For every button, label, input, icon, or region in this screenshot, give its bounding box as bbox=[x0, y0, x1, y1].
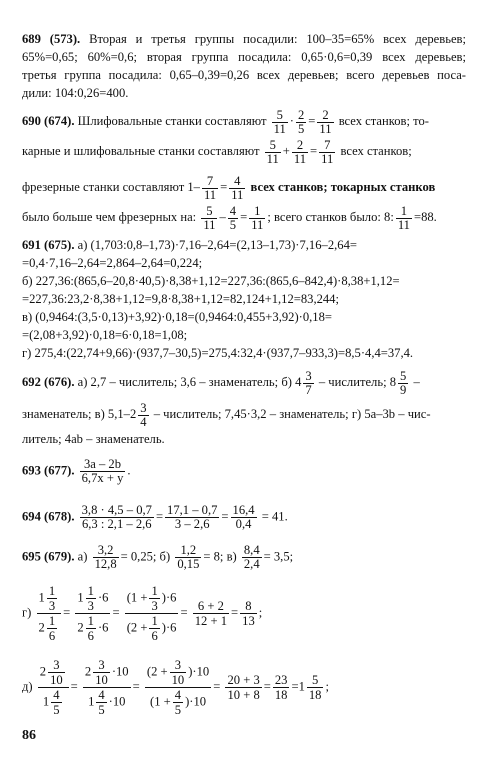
complex-fraction: (1 + $\frac{1}{3}$ )·6 (2 + $\frac{1}{6}$ )·6 bbox=[126, 584, 177, 643]
line: 695 (679). а) $\frac{3,2}{12,8}$ = 0,25; б) $\frac{1,2}{0,15}$ = 8; в) $\frac{8,4}{2,4}$ = 3,5; bbox=[22, 543, 294, 571]
line: г) 1 $\frac{1}{3}$ 2 $\frac{1}{6}$ = 1 $\frac{1}{3}$ ·6 2 $\frac{1}{6}$ ·6 = (1 + $\frac{1}{3}$ )·6 (2 + $\frac{1}{6}$ )·6 = $\frac{6 + 2}{12 + 1}$ = $\frac{8}{13}$ ; bbox=[22, 584, 263, 643]
fraction: $\frac{16,4}{0,4}$ bbox=[232, 503, 255, 531]
problem-694 bbox=[22, 504, 466, 531]
problem-695-d bbox=[22, 658, 466, 717]
fraction: $\frac{2}{11}$ bbox=[293, 137, 307, 166]
line: третья группа посадила: 0,65–0,39=0,26 всех деревьев; всего деревьев поса- bbox=[22, 68, 466, 82]
problem-691 bbox=[22, 236, 466, 362]
line: б) 227,36:(865,6–20,8·40,5)·8,38+1,12=227,36:(865,6–842,4)·8,38+1,12= bbox=[22, 274, 400, 288]
line bbox=[22, 236, 466, 254]
fraction: $\frac{5}{18}$ bbox=[308, 673, 322, 702]
fraction: $\frac{17,1 - 0,7}{3 - 2,6}$ bbox=[167, 503, 218, 531]
line: 690 (674). Шлифовальные станки составляют $\frac{5}{11}$ · $\frac{2}{5}$ = $\frac{2}{11}$ всех станков; то- bbox=[22, 107, 429, 136]
problem-690 bbox=[22, 106, 466, 232]
problem-number: 694 (678). bbox=[22, 509, 75, 524]
problem-695-g bbox=[22, 584, 466, 643]
text: фрезерные станки составляют 1– bbox=[22, 180, 200, 194]
fraction: $\frac{2}{11}$ bbox=[319, 107, 332, 136]
fraction: $\frac{5}{11}$ bbox=[266, 137, 279, 166]
fraction: $\frac{1}{11}$ bbox=[251, 203, 264, 232]
line: 693 (677). $\frac{3a - 2b}{6,7x + y}$ . bbox=[22, 457, 131, 485]
line: =227,36:23,2·8,38+1,12=9,8·8,38+1,12=82,124+1,12=83,244; bbox=[22, 292, 339, 306]
line bbox=[22, 398, 466, 430]
text: Шлифовальные станки составляют bbox=[77, 114, 267, 128]
text: ; всего станков было: 8: bbox=[267, 210, 394, 224]
problem-693 bbox=[22, 458, 466, 485]
fraction: $\frac{3}{7}$ bbox=[305, 368, 312, 397]
complex-fraction: 1 $\frac{1}{3}$ 2 $\frac{1}{6}$ bbox=[37, 584, 62, 643]
line: было больше чем фрезерных на: $\frac{5}{11}$ – $\frac{4}{5}$ = $\frac{1}{11}$ ; всего станков было: 8: $\frac{1}{11}$ =88. bbox=[22, 203, 437, 232]
line: г) 275,4:(22,74+9,66)·(937,7–30,5)=275,4:32,4·(937,7–933,3)=8,5·4,4=37,4. bbox=[22, 346, 414, 360]
text: а) (1,703:0,8–1,73)·7,16–2,64=(2,13–1,73)·7,16–2,64= bbox=[77, 238, 357, 252]
complex-fraction: 2 $\frac{3}{10}$ 1 $\frac{4}{5}$ bbox=[38, 658, 69, 717]
problem-number: 691 (675). bbox=[22, 238, 75, 252]
line: карные и шлифовальные станки составляют $\frac{5}{11}$ + $\frac{2}{11}$ = $\frac{7}{11}$ всех станков; bbox=[22, 137, 412, 166]
line: литель; 4ab – знаменатель. bbox=[22, 432, 165, 446]
text: было больше чем фрезерных на: bbox=[22, 210, 197, 224]
text: – числитель; 7,45·3,2 – знаменатель; г) 5a–3b – чис- bbox=[153, 407, 431, 421]
problem-number: 695 (679). bbox=[22, 549, 75, 564]
problem-692 bbox=[22, 366, 466, 448]
text: карные и шлифовальные станки составляют bbox=[22, 144, 260, 158]
fraction: $\frac{4}{11}$ bbox=[231, 173, 244, 202]
line: д) 2 $\frac{3}{10}$ 1 $\frac{4}{5}$ = 2 $\frac{3}{10}$ ·10 1 $\frac{4}{5}$ ·10 = (2 + $\frac{3}{10}$ )·10 (1 + $\frac{4}{5}$ )·10 = $\frac{20 + 3}{10 + 8}$ = $\frac{23}{18}$ =1 $\frac{5}{18}$ ; bbox=[22, 658, 329, 717]
fraction: $\frac{8}{13}$ bbox=[242, 599, 255, 628]
text: Вторая и третья группы посадили: 100–35=65% всех деревьев; bbox=[89, 32, 466, 46]
line: фрезерные станки составляют 1– $\frac{7}{11}$ = $\frac{4}{11}$ всех станков; токарных станков bbox=[22, 173, 436, 202]
problem-689 bbox=[22, 30, 466, 102]
fraction: $\frac{3}{4}$ bbox=[140, 400, 147, 429]
line: =(2,08+3,92)·0,18=6·0,18=1,08; bbox=[22, 328, 188, 342]
line: в) (0,9464:(3,5·0,13)+3,92)·0,18=(0,9464:0,455+3,92)·0,18= bbox=[22, 310, 332, 324]
fraction: $\frac{8,4}{2,4}$ bbox=[243, 543, 260, 571]
complex-fraction: (2 + $\frac{3}{10}$ )·10 (1 + $\frac{4}{5}$ )·10 bbox=[146, 658, 210, 717]
fraction: $\frac{6 + 2}{12 + 1}$ bbox=[194, 599, 228, 628]
fraction: $\frac{23}{18}$ bbox=[274, 673, 288, 702]
text: всех станков; bbox=[340, 144, 412, 158]
line bbox=[22, 366, 466, 398]
text: = 41. bbox=[261, 509, 288, 524]
line: 694 (678). $\frac{3,8 \cdot 4,5 - 0,7}{6,3 : 2,1 - 2,6}$ = $\frac{17,1 - 0,7}{3 - 2,6}$ = $\frac{16,4}{0,4}$ = 41. bbox=[22, 503, 288, 531]
fraction: $\frac{3a - 2b}{6,7x + y}$ bbox=[81, 457, 124, 485]
problem-number: 689 (573). bbox=[22, 32, 81, 46]
fraction: $\frac{7}{11}$ bbox=[321, 137, 334, 166]
line: 65%=0,65; 60%=0,6; вторая группа посадила: 0,65·0,6=0,39 всех деревьев; bbox=[22, 50, 466, 64]
fraction: $\frac{5}{11}$ bbox=[203, 203, 216, 232]
complex-fraction: 1 $\frac{1}{3}$ ·6 2 $\frac{1}{6}$ ·6 bbox=[77, 584, 109, 643]
line: дили: 104:0,26=400. bbox=[22, 86, 129, 100]
fraction: $\frac{1,2}{0,15}$ bbox=[177, 543, 200, 571]
line bbox=[22, 30, 466, 48]
fraction: $\frac{20 + 3}{10 + 8}$ bbox=[227, 673, 260, 702]
fraction: $\frac{5}{11}$ bbox=[273, 107, 286, 136]
text: – числитель; 8 bbox=[318, 375, 397, 389]
fraction: $\frac{3,8 \cdot 4,5 - 0,7}{6,3 : 2,1 - 2,6}$ bbox=[81, 503, 152, 531]
page-number: 86 bbox=[22, 728, 36, 743]
text: =88. bbox=[413, 210, 437, 224]
fraction: $\frac{2}{5}$ bbox=[297, 107, 305, 136]
text: – bbox=[413, 375, 420, 389]
problem-number: 693 (677). bbox=[22, 463, 75, 478]
fraction: $\frac{1}{11}$ bbox=[397, 203, 410, 232]
fraction: $\frac{7}{11}$ bbox=[203, 173, 217, 202]
text: всех станков; токарных станков bbox=[250, 180, 436, 194]
line: =0,4·7,16–2,64=2,864–2,64=0,224; bbox=[22, 256, 203, 270]
text: знаменатель; в) 5,1–2 bbox=[22, 407, 137, 421]
problem-number: 692 (676). bbox=[22, 375, 75, 389]
problem-number: 690 (674). bbox=[22, 114, 75, 128]
fraction: $\frac{5}{9}$ bbox=[400, 368, 407, 397]
complex-fraction: 2 $\frac{3}{10}$ ·10 1 $\frac{4}{5}$ ·10 bbox=[84, 658, 129, 717]
fraction: $\frac{3,2}{12,8}$ bbox=[94, 543, 117, 571]
problem-695 bbox=[22, 544, 466, 571]
fraction: $\frac{4}{5}$ bbox=[229, 203, 237, 232]
text: всех станков; то- bbox=[338, 114, 429, 128]
text: а) 2,7 – числитель; 3,6 – знаменатель; б) 4 bbox=[77, 375, 302, 389]
